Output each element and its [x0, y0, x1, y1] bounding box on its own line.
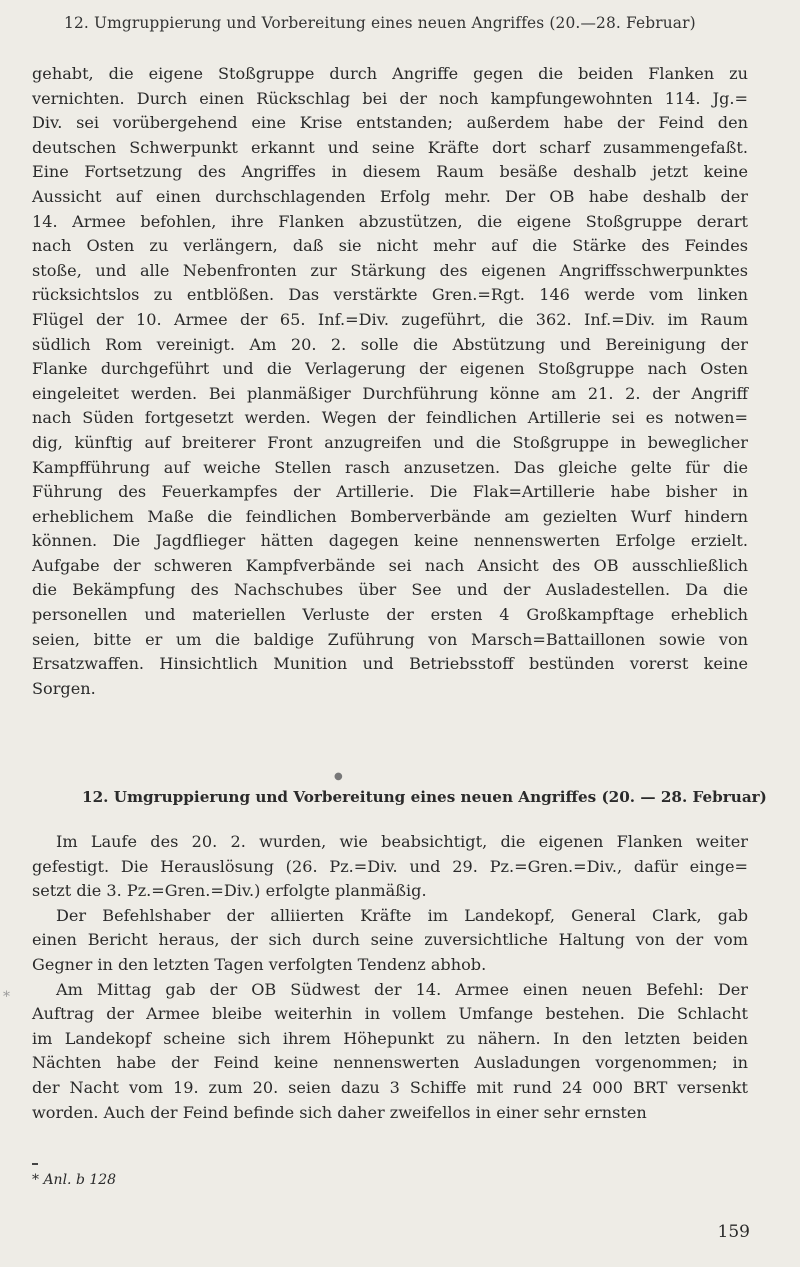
page-number: 159: [717, 1222, 750, 1242]
text-line: nach Süden fortgesetzt werden. Wegen der feindlichen Artillerie sei es notwen=: [32, 408, 748, 428]
paragraph-2: [32, 830, 748, 904]
paragraph-3: [32, 904, 748, 978]
text-line: setzt die 3. Pz.=Gren.=Div.) erfolgte planmäßig.: [32, 881, 427, 901]
text-line: Nächten habe der Feind keine nennenswerten Ausladungen vorgenommen; in: [32, 1053, 748, 1073]
text-line: worden. Auch der Feind befinde sich daher zweifellos in einer sehr ernsten: [32, 1102, 647, 1122]
text-line: der Nacht vom 19. zum 20. seien dazu 3 Schiffe mit rund 24 000 BRT versenkt: [32, 1077, 748, 1097]
paragraph-1: [32, 62, 748, 701]
text-line: seien, bitte er um die baldige Zuführung von Marsch=Battaillonen sowie von: [32, 629, 748, 649]
margin-footnote-marker: *: [3, 989, 10, 1005]
center-dot-mark: ●: [334, 771, 343, 782]
text-line: Eine Fortsetzung des Angriffes in diesem Raum besäße deshalb jetzt keine: [32, 162, 748, 182]
text-line: südlich Rom vereinigt. Am 20. 2. solle die Abstützung und Bereinigung der: [32, 334, 748, 354]
text-line: stoße, und alle Nebenfronten zur Stärkung des eigenen Angriffsschwerpunktes: [32, 260, 748, 280]
text-line: 14. Armee befohlen, ihre Flanken abzustützen, die eigene Stoßgruppe derart: [32, 211, 748, 231]
text-line: einen Bericht heraus, der sich durch seine zuversichtliche Haltung von der vom: [32, 930, 748, 950]
section-heading: 12. Umgruppierung und Vorbereitung eines neuen Angriffes (20. — 28. Februar): [82, 788, 767, 806]
text-line: gefestigt. Die Herauslösung (26. Pz.=Div. und 29. Pz.=Gren.=Div., dafür einge=: [32, 856, 748, 876]
text-line: im Landekopf scheine sich ihrem Höhepunkt zu nähern. In den letzten beiden: [32, 1028, 748, 1048]
text-line: Ersatzwaffen. Hinsichtlich Munition und Betriebsstoff bestünden vorerst keine: [32, 654, 748, 674]
text-line: vernichten. Durch einen Rückschlag bei der noch kampfungewohnten 114. Jg.=: [32, 88, 748, 108]
text-line: Aussicht auf einen durchschlagenden Erfolg mehr. Der OB habe deshalb der: [32, 186, 748, 206]
text-line: rücksichtslos zu entblößen. Das verstärkte Gren.=Rgt. 146 werde vom linken: [32, 285, 748, 305]
text-line: Der Befehlshaber der alliierten Kräfte im Landekopf, General Clark, gab: [56, 905, 748, 925]
text-line: Gegner in den letzten Tagen verfolgten Tendenz abhob.: [32, 954, 487, 974]
text-line: Flügel der 10. Armee der 65. Inf.=Div. zugeführt, die 362. Inf.=Div. im Raum: [32, 309, 748, 329]
section-body: [32, 830, 748, 1125]
text-line: Auftrag der Armee bleibe weiterhin in vollem Umfange bestehen. Die Schlacht: [32, 1004, 748, 1024]
text-line: Im Laufe des 20. 2. wurden, wie beabsichtigt, die eigenen Flanken weiter: [56, 832, 748, 851]
text-line: Am Mittag gab der OB Südwest der 14. Armee einen neuen Befehl: Der: [56, 979, 748, 999]
text-line: deutschen Schwerpunkt erkannt und seine Kräfte dort scharf zusammengefaßt.: [32, 137, 748, 157]
footnote-rule: [32, 1163, 38, 1165]
text-line: eingeleitet werden. Bei planmäßiger Durchführung könne am 21. 2. der Angriff: [32, 383, 748, 403]
text-line: nach Osten zu verlängern, daß sie nicht mehr auf die Stärke des Feindes: [32, 236, 748, 256]
text-line: dig, künftig auf breiterer Front anzugreifen und die Stoßgruppe in beweglicher: [32, 432, 748, 452]
text-line: erheblichem Maße die feindlichen Bomberverbände am gezielten Wurf hindern: [32, 506, 748, 526]
footnote: * Anl. b 128: [32, 1172, 117, 1188]
text-line: Kampfführung auf weiche Stellen rasch anzusetzen. Das gleiche gelte für die: [32, 457, 748, 477]
text-line: Div. sei vorübergehend eine Krise entstanden; außerdem habe der Feind den: [32, 113, 748, 133]
text-line: können. Die Jagdflieger hätten dagegen keine nennenswerten Erfolge erzielt.: [32, 531, 748, 551]
paragraph-continuation: [32, 62, 748, 701]
text-line: Flanke durchgeführt und die Verlagerung der eigenen Stoßgruppe nach Osten: [32, 359, 748, 379]
text-line: gehabt, die eigene Stoßgruppe durch Angriffe gegen die beiden Flanken zu: [32, 64, 748, 83]
text-line: Führung des Feuerkampfes der Artillerie. Die Flak=Artillerie habe bisher in: [32, 482, 748, 502]
text-line: personellen und materiellen Verluste der ersten 4 Großkampftage erheblich: [32, 605, 748, 625]
text-line: Aufgabe der schweren Kampfverbände sei nach Ansicht des OB ausschließlich: [32, 555, 748, 575]
running-head: 12. Umgruppierung und Vorbereitung eines neuen Angriffes (20.—28. Februar): [64, 14, 696, 32]
paragraph-4: [32, 978, 748, 1126]
text-line: die Bekämpfung des Nachschubes über See und der Ausladestellen. Da die: [32, 580, 748, 600]
text-line: Sorgen.: [32, 678, 96, 698]
